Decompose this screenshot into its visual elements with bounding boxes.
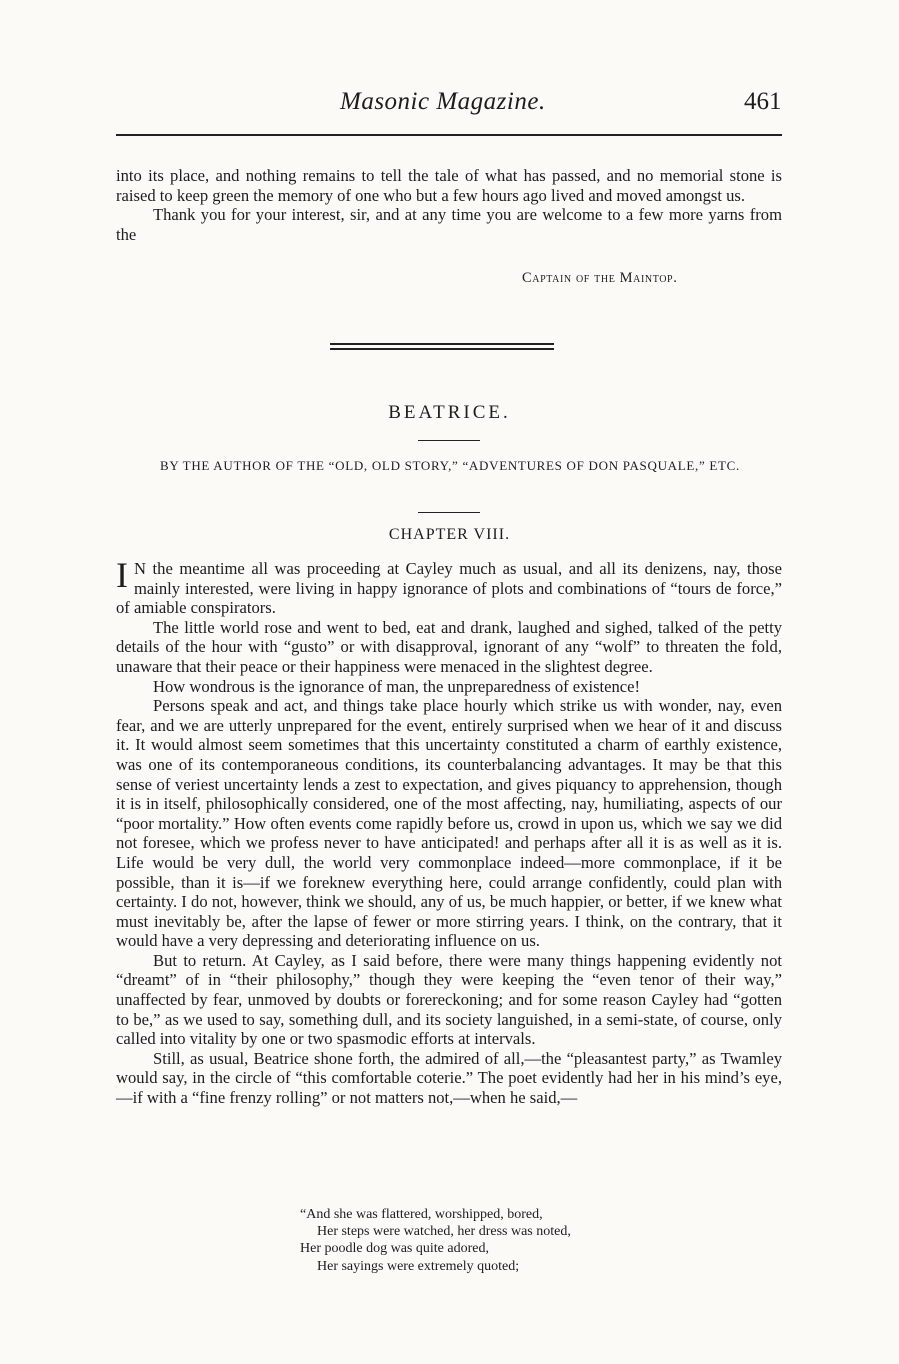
body-paragraph: The little world rose and went to bed, eat and drank, laughed and sighed, talked of the petty details of the hour with “gusto” or with disapproval, ignorant of any “wolf” to threaten the fold, unaware that their peace or their happiness were menaced in the slightest degree. [116,617,782,676]
section-divider-top [330,343,554,345]
running-head [0,88,899,118]
poem-line: Her steps were watched, her dress was noted, [317,1224,571,1240]
chapter-body [116,555,782,1108]
drop-cap: I [116,555,128,595]
body-paragraph: How wondrous is the ignorance of man, the unpreparedness of existence! [153,676,641,696]
poem-quote [300,1206,571,1275]
section-divider-bottom [330,348,554,350]
poem-line: “And she was flattered, worshipped, bored, [300,1207,543,1222]
first-paragraph [116,555,782,618]
running-title: Masonic Magazine. [340,88,546,115]
page-number: 461 [744,88,782,115]
header-rule [116,134,782,136]
byline: BY THE AUTHOR OF THE “OLD, OLD STORY,” “ADVENTURES OF DON PASQUALE,” ETC. [159,458,741,473]
chapter-heading: CHAPTER VIII. [388,526,511,543]
body-paragraph: But to return. At Cayley, as I said before, there were many things happening evidently not “dreamt” of in “their philosophy,” though they were keeping the “even tenor of their way,” unaffected by fear, unmoved by doubts or forereckoning; and for some reason Cayley had “gotten to be,” as we used to say, something dull, and its society languished, in a semi-state, of course, only called into vitality by one or two spasmodic efforts at intervals. [116,950,782,1049]
continuation-text [116,166,782,244]
poem-line: Her poodle dog was quite adored, [300,1241,489,1257]
article-title: BEATRICE. [388,402,511,423]
signature: Captain of the Maintop. [522,270,678,286]
body-paragraph: Persons speak and act, and things take place hourly which strike us with wonder, nay, even fear, and we are utterly unprepared for the event, entirely surprised when we hear of it and discuss it. It would almost seem sometimes that this uncertainty constituted a charm of earthly existence, was one of its contemporaneous conditions, its counterbalancing advantages. It may be that this sense of veriest uncertainty lends a zest to expectation, and gives piquancy to apprehension, though it is in itself, philosophically considered, one of the most affecting, nay, humiliating, aspects of our “poor mortality.” How often events come rapidly before us, crowd in upon us, which we say we did not foresee, which we profess never to have anticipated! and perhaps after all it is as well as it is. Life would be very dull, the world very commonplace indeed—more commonplace, if it be possible, than it is—if we foreknew everything here, could arrange confidently, could plan with certainty. I do not, however, think we should, any of us, be much happier, or better, if we knew what must inevitably be, after the lapse of fewer or more stirring years. I think, on the contrary, that it would have a very depressing and deteriorating influence on us. [116,696,782,951]
poem-line: Her sayings were extremely quoted; [317,1258,520,1274]
first-paragraph-text: N the meantime all was proceeding at Cayley much as usual, and all its denizens, nay, those mainly interested, were living in happy ignorance of plots and combinations of “tours de force,” of amiable conspirators. [116,559,782,618]
title-rule [418,440,480,441]
body-paragraph: Still, as usual, Beatrice shone forth, the admired of all,—the “pleasantest party,” as Twamley would say, in the circle of “this comfortable coterie.” The poet evidently had her in his mind’s eye,—if with a “fine frenzy rolling” or not matters not,—when he said,— [116,1048,782,1108]
continuation-paragraph: Thank you for your interest, sir, and at any time you are welcome to a few more yarns from the [116,205,782,244]
continuation-paragraph: into its place, and nothing remains to tell the tale of what has passed, and no memorial stone is raised to keep green the memory of one who but a few hours ago lived and moved amongst us. [116,166,782,205]
byline-rule [418,512,480,513]
